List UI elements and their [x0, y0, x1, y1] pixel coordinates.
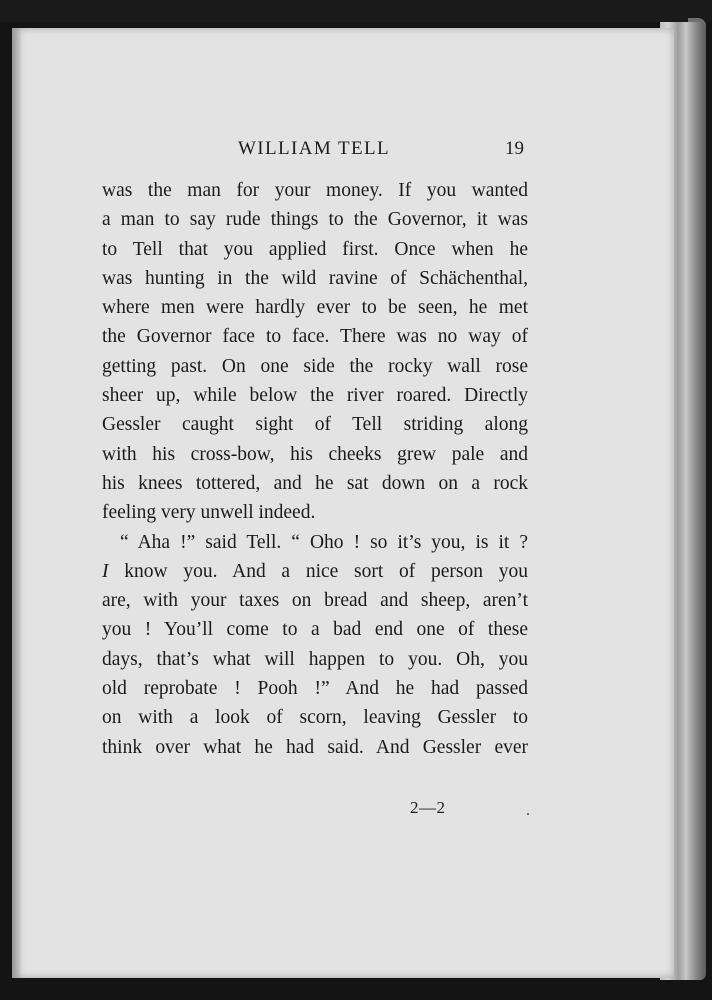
- text-line: feeling very unwell indeed.: [102, 502, 316, 524]
- page-number: 19: [505, 138, 524, 159]
- scan-background-top: [0, 0, 712, 22]
- text-line: with his cross-bow, his cheeks grew pale and: [102, 443, 528, 465]
- text-line: “ Aha !” said Tell. “ Oho ! so it’s you, is it ?: [120, 531, 528, 553]
- text-line: where men were hardly ever to be seen, he met: [102, 297, 528, 319]
- text-line: old reprobate ! Pooh !” And he had passed: [102, 678, 528, 700]
- text-line: sheer up, while below the river roared. Directly: [102, 385, 528, 407]
- running-title: WILLIAM TELL: [237, 138, 391, 159]
- text-line: was hunting in the wild ravine of Schächenthal,: [102, 267, 528, 289]
- body-text: [102, 176, 528, 762]
- text-line: his knees tottered, and he sat down on a rock: [102, 472, 528, 494]
- signature-mark: 2—2: [410, 798, 446, 817]
- text-line: getting past. On one side the rocky wall rose: [102, 355, 528, 377]
- running-head: [102, 138, 526, 166]
- text-line: the Governor face to face. There was no way of: [102, 326, 528, 348]
- text-line: think over what he had said. And Gessler ever: [102, 736, 528, 758]
- text-line: to Tell that you applied first. Once when he: [102, 238, 528, 260]
- paper-speck: [527, 813, 529, 815]
- book-page: [12, 28, 674, 978]
- text-line: was the man for your money. If you wanted: [102, 180, 528, 201]
- page-gutter-shadow: [12, 28, 22, 978]
- text-line: Gessler caught sight of Tell striding along: [102, 414, 528, 436]
- text-line: you ! You’ll come to a bad end one of these: [102, 619, 528, 641]
- text-line: on with a look of scorn, leaving Gessler to: [102, 707, 528, 729]
- text-line: days, that’s what will happen to you. Oh, you: [102, 648, 528, 670]
- text-line: a man to say rude things to the Governor, it was: [102, 209, 528, 231]
- text-line: are, with your taxes on bread and sheep, aren’t: [102, 590, 528, 612]
- text-line: I know you. And a nice sort of person you: [102, 560, 528, 582]
